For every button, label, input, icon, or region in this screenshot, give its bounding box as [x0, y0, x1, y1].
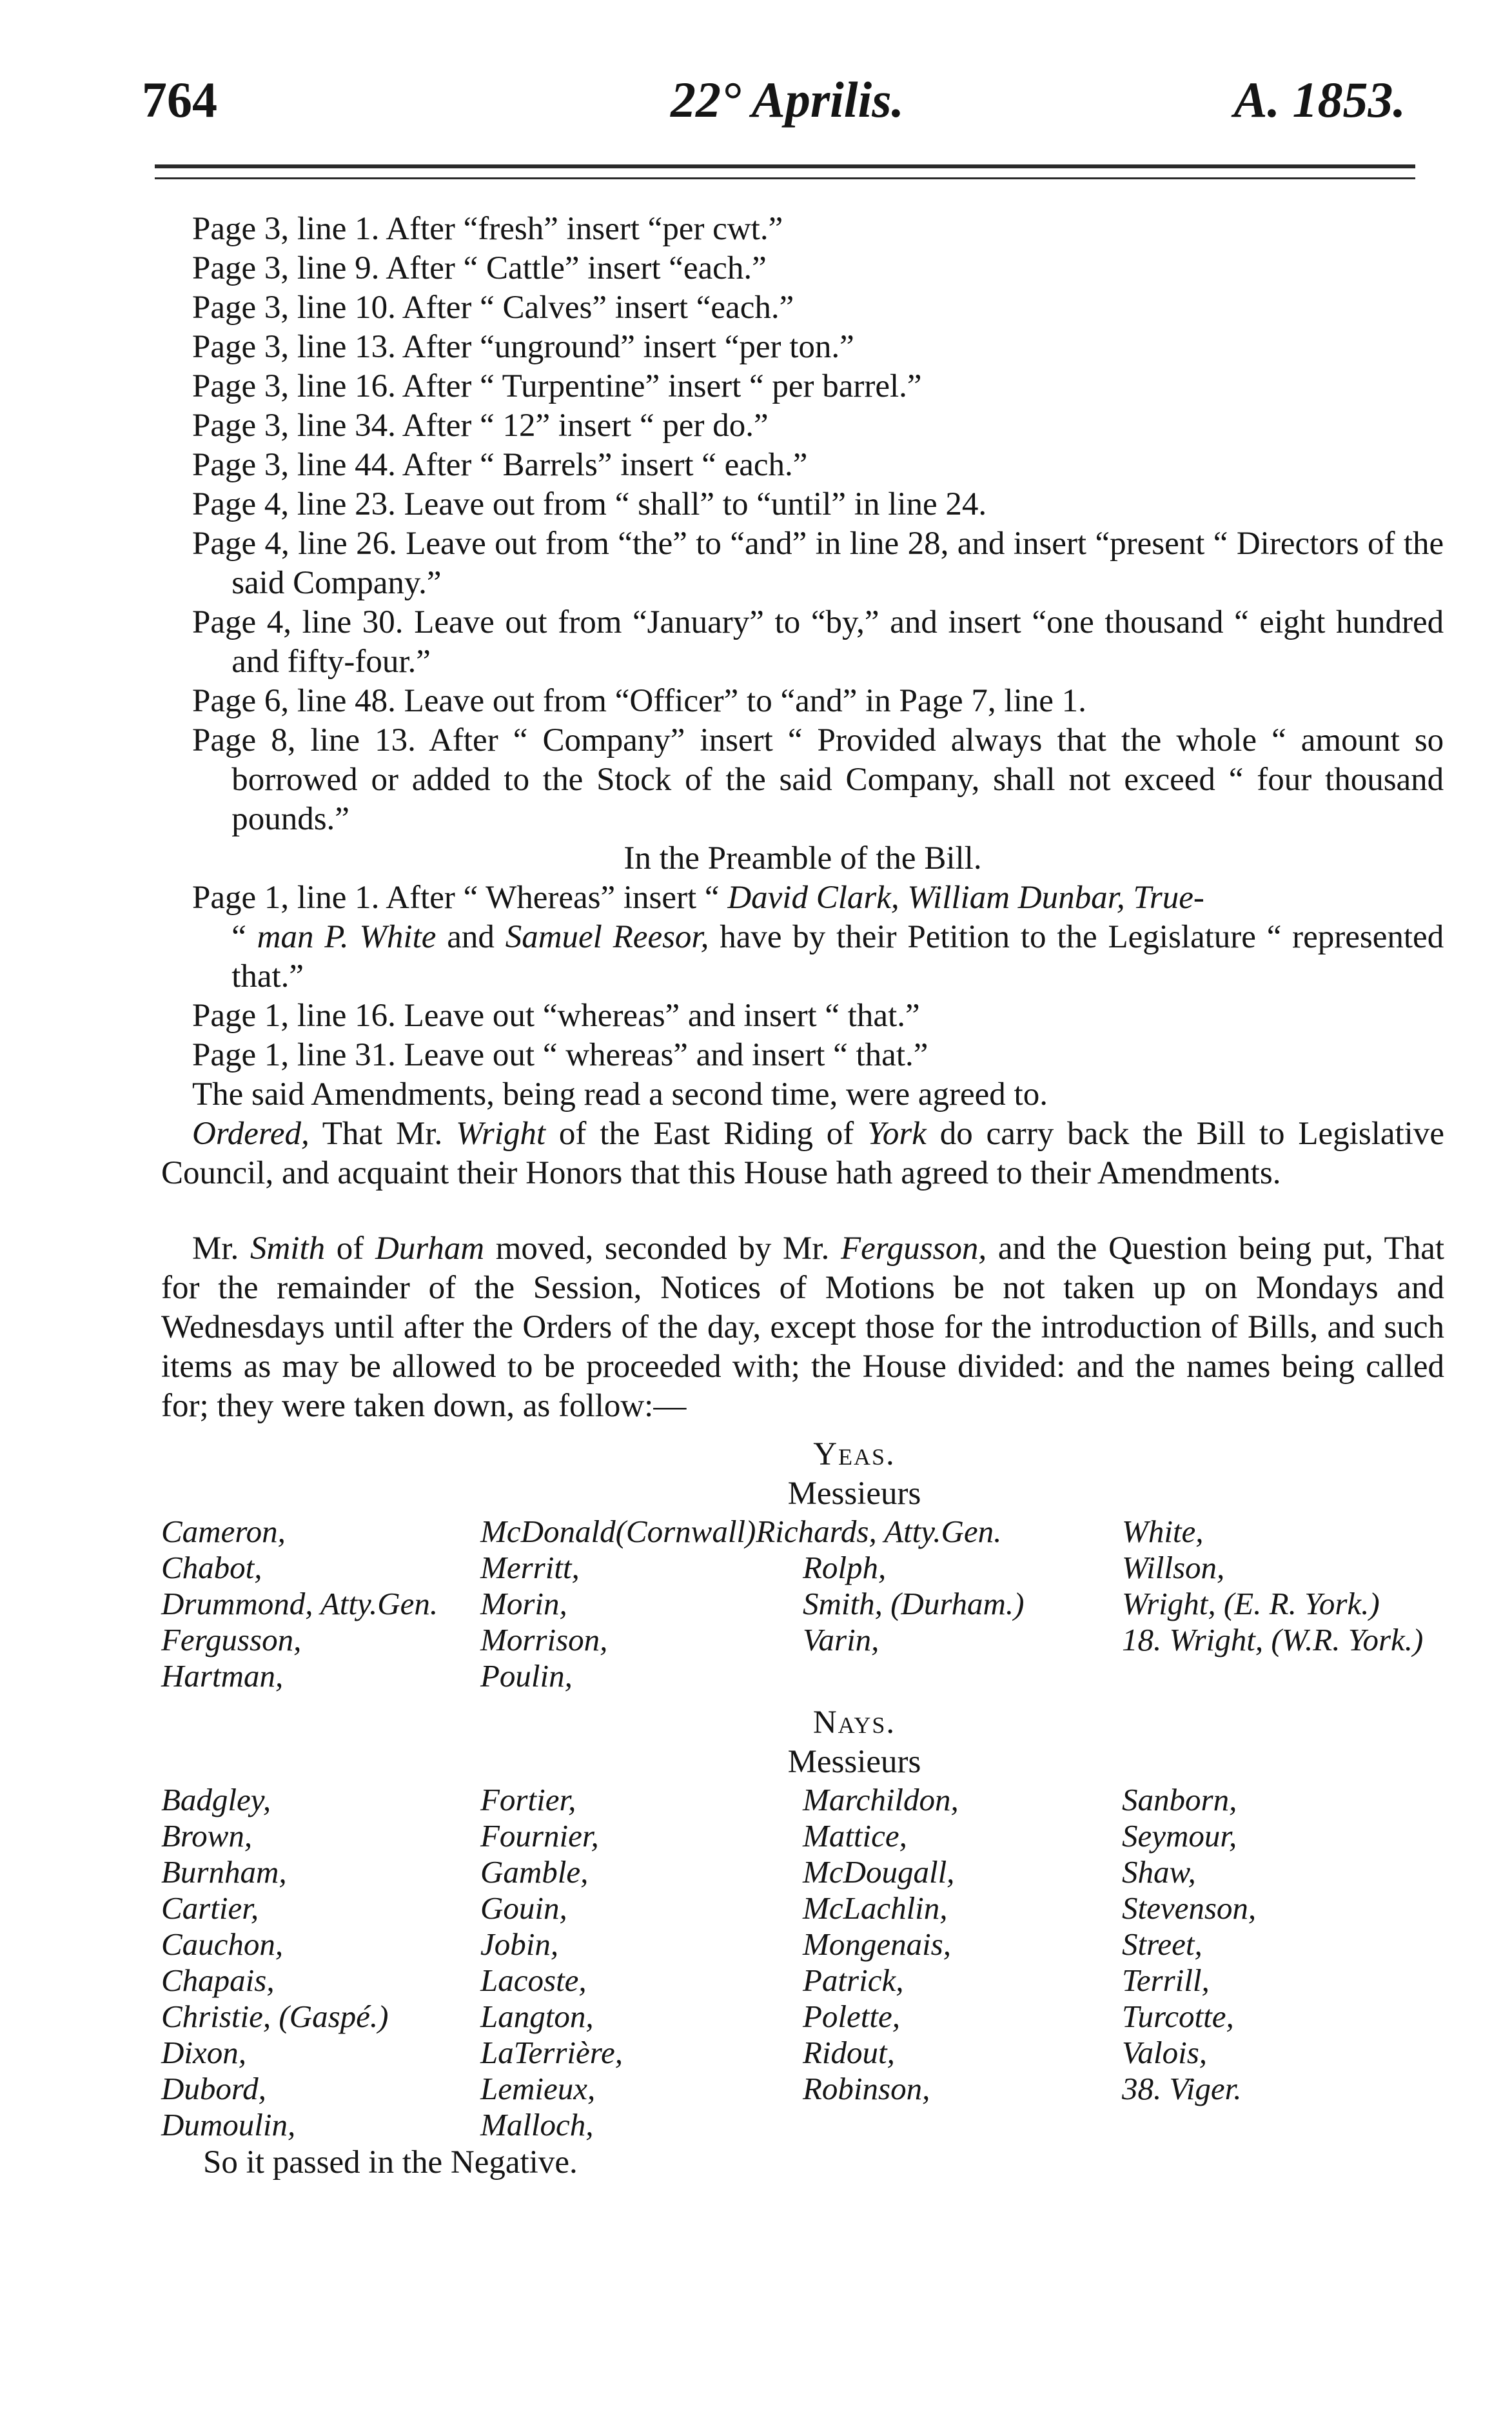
member-cell: Poulin,	[480, 1658, 573, 1694]
member-cell: Robinson,	[803, 2071, 930, 2106]
member-cell: McDougall,	[803, 1854, 955, 1890]
place-name: Durham	[375, 1231, 485, 1267]
member-cell: Burnham,	[161, 1854, 287, 1890]
member-cell	[1122, 2107, 1444, 2143]
member-cell: Dixon,	[161, 2035, 246, 2070]
member-name: Fergusson,	[840, 1231, 987, 1267]
table-row	[161, 1586, 1444, 1622]
result-line: So it passed in the Negative.	[203, 2144, 578, 2181]
yeas-table	[161, 1514, 1444, 1694]
member-cell: Dubord,	[161, 2071, 266, 2106]
text-run: Mr.	[192, 1231, 250, 1267]
table-row	[161, 1963, 1444, 1999]
member-cell: Jobin,	[480, 1926, 559, 1962]
member-cell: Badgley,	[161, 1782, 271, 1817]
amendment-item: Page 3, line 16. After “ Turpentine” insert “ per barrel.”	[192, 368, 922, 404]
preamble-amendments	[161, 878, 1444, 1114]
member-cell: 18. Wright, (W.R. York.)	[1122, 1622, 1424, 1657]
table-row	[161, 2071, 1444, 2107]
text-run: of the East Riding of	[545, 1116, 868, 1152]
member-cell: Fournier,	[480, 1818, 599, 1854]
member-cell: Lemieux,	[480, 2071, 596, 2106]
member-cell: Fortier,	[480, 1782, 576, 1817]
member-cell: Merritt,	[480, 1550, 580, 1585]
petitioner-names: man P. White	[257, 919, 437, 955]
member-cell: Malloch,	[480, 2107, 594, 2142]
text-run: do carry back the Bill to Legislative Council, and acquaint their Honors that this House hath agreed to their Amendments.	[161, 1116, 1444, 1191]
member-cell: Mattice,	[803, 1818, 907, 1854]
table-row	[161, 1854, 1444, 1890]
member-cell: Lacoste,	[480, 1963, 587, 1998]
member-cell: Polette,	[803, 1999, 901, 2034]
member-cell	[803, 1658, 1122, 1694]
amendment-item: Page 3, line 10. After “ Calves” insert “each.”	[192, 290, 794, 326]
member-cell: Rolph,	[803, 1550, 887, 1585]
preamble-item: Page 1, line 31. Leave out “ whereas” and insert “ that.”	[192, 1037, 928, 1073]
member-cell: Ridout,	[803, 2035, 895, 2070]
header-year: A. 1853.	[1233, 72, 1406, 128]
member-name: Smith	[250, 1231, 326, 1267]
header-rule-thin	[155, 177, 1415, 179]
petitioner-names: Samuel Reesor,	[505, 919, 709, 955]
member-cell: Chabot,	[161, 1550, 262, 1585]
member-cell: Hartman,	[161, 1658, 284, 1694]
member-cell: Terrill,	[1122, 1963, 1210, 1998]
member-cell: LaTerrière,	[480, 2035, 623, 2070]
yeas-heading: Yeas.	[813, 1436, 896, 1472]
member-cell: Turcotte,	[1122, 1999, 1234, 2034]
text-run: Page 1, line 1. After “ Whereas” insert “	[192, 880, 728, 916]
member-cell: Cameron,	[161, 1514, 286, 1549]
nays-messieurs: Messieurs	[787, 1744, 921, 1780]
member-cell: Seymour,	[1122, 1818, 1237, 1854]
table-row	[161, 2107, 1444, 2143]
header-date: 22° Aprilis.	[671, 72, 905, 128]
member-cell: McDonald(Cornwall)Richards, Atty.Gen.	[480, 1514, 1002, 1549]
text-run: moved, seconded by Mr.	[484, 1231, 841, 1267]
member-cell: Morrison,	[480, 1622, 608, 1657]
member-cell: Street,	[1122, 1926, 1203, 1962]
text-run: have by their Petition to the Legislature “ represented that.”	[231, 919, 1444, 994]
amendment-item: Page 4, line 26. Leave out from “the” to “and” in line 28, and insert “present “ Directors of the said Company.”	[192, 526, 1444, 601]
amendment-item: Page 3, line 1. After “fresh” insert “per cwt.”	[192, 211, 783, 247]
amendment-item: Page 4, line 23. Leave out from “ shall” to “until” in line 24.	[192, 486, 987, 522]
spacer	[161, 1193, 1444, 1229]
member-cell: White,	[1122, 1514, 1204, 1549]
member-cell: Mongenais,	[803, 1926, 951, 1962]
text-run: and the Question being put, That for the remainder of the Session, Notices of Motions be not taken up on Mondays and Wednesdays until after the Orders of the day, except those for the introduction of Bills, and such items as may be allowed to be proceeded with; the House divided: and the names being called for; they were taken down, as follow:—	[161, 1231, 1445, 1424]
nays-heading: Nays.	[812, 1705, 896, 1741]
member-cell: Cartier,	[161, 1890, 259, 1926]
amendment-item: Page 8, line 13. After “ Company” insert “ Provided always that the whole “ amount so borrowed or added to the Stock of the said Company, shall not exceed “ four thousand pounds.”	[192, 722, 1444, 837]
page-header	[142, 64, 1406, 135]
amendment-item: Page 4, line 30. Leave out from “January” to “by,” and insert “one thousand “ eight hundred and fifty-four.”	[192, 604, 1444, 680]
member-cell: Stevenson,	[1122, 1890, 1257, 1926]
ordered-word: Ordered,	[192, 1116, 309, 1152]
member-cell: Gamble,	[480, 1854, 589, 1890]
table-row	[161, 1782, 1444, 1818]
table-row	[161, 1999, 1444, 2035]
member-cell: Shaw,	[1122, 1854, 1196, 1890]
member-cell: Wright, (E. R. York.)	[1122, 1586, 1380, 1621]
header-rule-thick	[155, 164, 1415, 168]
member-cell: Willson,	[1122, 1550, 1225, 1585]
amendments-list	[161, 210, 1444, 839]
text-run: of	[325, 1231, 375, 1267]
place-name: York	[867, 1116, 927, 1152]
member-cell	[1122, 1658, 1444, 1694]
member-cell: Marchildon,	[803, 1782, 959, 1817]
table-row	[161, 1926, 1444, 1963]
member-cell: Christie, (Gaspé.)	[161, 1999, 389, 2034]
agreed-line: The said Amendments, being read a second time, were agreed to.	[192, 1076, 1048, 1113]
table-row	[161, 1622, 1444, 1658]
member-cell: Dumoulin,	[161, 2107, 296, 2142]
member-cell: Chapais,	[161, 1963, 275, 1998]
table-row	[161, 1658, 1444, 1694]
petitioner-names: David Clark, William Dunbar, True-	[727, 880, 1204, 916]
member-cell: Cauchon,	[161, 1926, 284, 1962]
amendment-item: Page 3, line 44. After “ Barrels” insert “ each.”	[192, 447, 808, 483]
amendment-item: Page 3, line 13. After “unground” insert “per ton.”	[192, 329, 854, 365]
page-number: 764	[142, 72, 217, 128]
table-row	[161, 1818, 1444, 1854]
amendment-item: Page 3, line 9. After “ Cattle” insert “each.”	[192, 250, 767, 286]
member-cell: Drummond, Atty.Gen.	[161, 1586, 438, 1621]
member-cell: Varin,	[803, 1622, 879, 1657]
member-cell: Valois,	[1122, 2035, 1208, 2070]
text-run: That Mr.	[309, 1116, 457, 1152]
text-run: and	[436, 919, 506, 955]
member-cell: Gouin,	[480, 1890, 567, 1926]
table-row	[161, 1890, 1444, 1926]
table-row	[161, 1550, 1444, 1586]
table-row	[161, 1514, 1444, 1550]
member-cell: Fergusson,	[161, 1622, 302, 1657]
member-cell: Sanborn,	[1122, 1782, 1237, 1817]
member-cell	[803, 2107, 1122, 2143]
amendment-item: Page 3, line 34. After “ 12” insert “ per do.”	[192, 408, 769, 444]
preamble-item	[192, 878, 1444, 996]
member-cell: Smith, (Durham.)	[803, 1586, 1025, 1621]
amendment-item: Page 6, line 48. Leave out from “Officer” to “and” in Page 7, line 1.	[192, 683, 1086, 719]
nays-table	[161, 1782, 1444, 2143]
yeas-messieurs: Messieurs	[787, 1476, 921, 1512]
member-name: Wright	[456, 1116, 546, 1152]
text-run: “	[231, 919, 257, 955]
member-cell: Patrick,	[803, 1963, 904, 1998]
page-body	[161, 210, 1444, 2182]
member-cell: Brown,	[161, 1818, 253, 1854]
member-cell: McLachlin,	[803, 1890, 948, 1926]
table-row	[161, 2035, 1444, 2071]
motion-paragraph	[161, 1229, 1444, 1426]
preamble-heading: In the Preamble of the Bill.	[623, 840, 982, 876]
member-cell: 38. Viger.	[1122, 2071, 1242, 2106]
member-cell: Langton,	[480, 1999, 594, 2034]
ordered-paragraph	[161, 1114, 1444, 1193]
preamble-item: Page 1, line 16. Leave out “whereas” and insert “ that.”	[192, 998, 920, 1034]
member-cell: Morin,	[480, 1586, 567, 1621]
